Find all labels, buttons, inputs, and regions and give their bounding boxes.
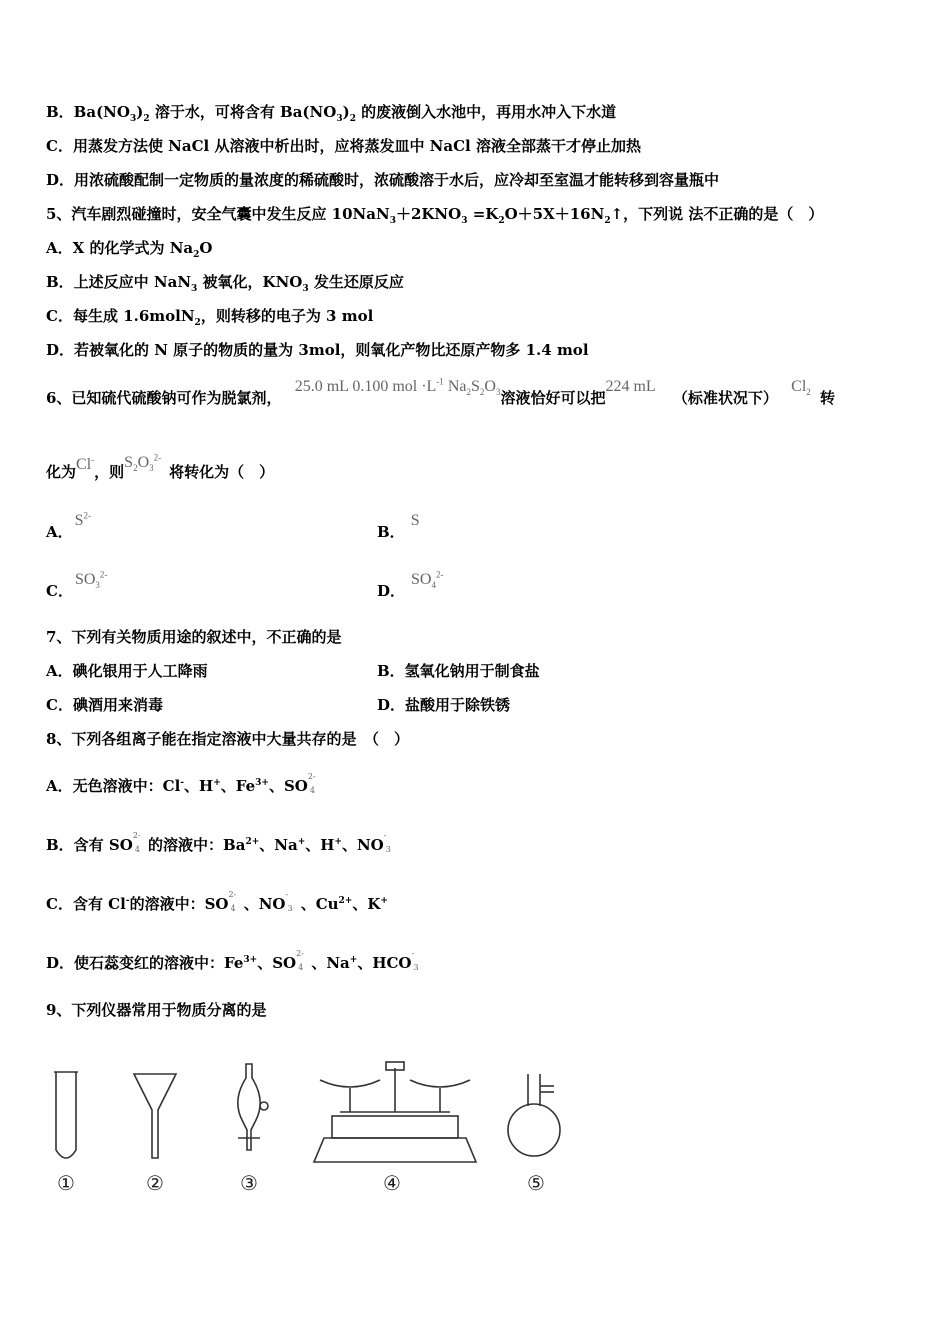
q6-option-a: A．$S^{2-}$: [46, 510, 92, 541]
q8-c-charge-no3: - 3: [285, 890, 293, 913]
q7-option-d: D．盐酸用于除铁锈: [377, 696, 511, 714]
q5-option-d: D．若被氧化的 N 原子的物质的量为 3mol，则氧化产物比还原产物多 1.4 mol: [46, 341, 589, 359]
q4-option-c: C．用蒸发方法使 NaCl 从溶液中析出时，应将蒸发皿中 NaCl 溶液全部蒸干才停止加热: [46, 137, 641, 155]
apparatus-label-2: ②: [146, 1171, 164, 1195]
q8-option-a: A．无色溶液中：Cl-、H+、$Fe^{3+}$、SO 2- 4: [46, 776, 318, 797]
q6-option-c: C．$SO_3^{2-}$: [46, 569, 108, 600]
apparatus-label-5: ⑤: [527, 1171, 545, 1195]
q6-formula-s2o3: $S_2O_3^{2-}$: [124, 452, 162, 474]
q8-a-charge: 2- 4: [307, 772, 316, 795]
q6-answer-d: $SO_4^{2-}$: [411, 569, 444, 591]
q8-c-charge-so4: 2- 4: [228, 890, 237, 913]
q8-option-d: D．使石蕊变红的溶液中：$Fe^{3+}$、SO 2- 4 、Na+、HCO - 3: [46, 953, 422, 974]
lab-apparatus-figure: [40, 1050, 580, 1210]
q4-option-d: D．用浓硫酸配制一定物质的量浓度的稀硫酸时，浓硫酸溶于水后，应冷却至室温才能转移到容量瓶中: [46, 171, 720, 189]
apparatus-label-4: ④: [383, 1171, 401, 1195]
balance-scale-icon: [314, 1062, 476, 1162]
q8-option-b: B．含有 SO 2- 4 的溶液中：$Ba^{2+}$、Na+、H+、NO - 3: [46, 835, 394, 856]
q8-b-charge-no3: - 3: [383, 831, 391, 854]
q4-option-b: B．$Ba(NO_3)_2$ 溶于水，可将含有 $Ba(NO_3)_2$ 的废液倒入水池中，再用水冲入下水道: [46, 103, 617, 124]
q6-formula-cl-minus: Cl-: [76, 454, 95, 473]
q7-stem: 7、下列有关物质用途的叙述中，不正确的是: [46, 628, 342, 646]
test-tube-icon: [54, 1072, 78, 1158]
q6-formula-cl2: $Cl_2$: [791, 378, 811, 398]
q6-stem-line1: 6、已知硫代硫酸钠可作为脱氯剂， 25.0 mL 0.100 mol $\cdot L^{-1}$ $Na_2S_2O_3$溶液恰好可以把224 mL （标准状况下） $Cl_2$ 转: [46, 376, 836, 407]
q8-stem: 8、下列各组离子能在指定溶液中大量共存的是 （ ）: [46, 730, 409, 748]
apparatus-label-3: ③: [240, 1171, 258, 1195]
q5-option-a: A．X 的化学式为 $Na_2O$: [46, 239, 213, 260]
q8-b-charge-so4: 2- 4: [132, 831, 141, 854]
q7-option-a: A．碘化银用于人工降雨: [46, 662, 208, 680]
distilling-flask-icon: [508, 1074, 560, 1156]
q7-option-b: B．氢氧化钠用于制食盐: [377, 662, 540, 680]
separatory-funnel-icon: [238, 1064, 268, 1150]
q6-answer-c: $SO_3^{2-}$: [74, 569, 108, 591]
q6-formula-solution: 25.0 mL 0.100 mol $\cdot L^{-1}$ $Na_2S_2O_3$: [294, 376, 501, 398]
q6-answer-b: S: [410, 512, 420, 529]
q8-option-c: C．含有 Cl-的溶液中：SO 2- 4 、NO - 3 、$Cu^{2+}$、K+: [46, 890, 388, 913]
q8-d-charge-so4: 2- 4: [296, 949, 304, 972]
q5-stem: 5、汽车剧烈碰撞时，安全气囊中发生反应 $10NaN_3+2KNO_3$ $=K_2O+5X+16N_2↑$，下列说 法不正确的是（ ）: [46, 205, 824, 226]
q5-option-c: C．每生成 1.6molN$_2$，则转移的电子为 3 mol: [46, 307, 374, 328]
apparatus-label-1: ①: [57, 1171, 75, 1195]
q6-stem-line2: 化为Cl-，则$S_2O_3^{2-}$将转化为（ ）: [46, 452, 275, 481]
q5-option-b: B．上述反应中 NaN$_3$ 被氧化，$KNO_3$ 发生还原反应: [46, 273, 404, 294]
q6-option-b: B．S: [377, 512, 420, 541]
q6-answer-a: $S^{2-}$: [74, 510, 92, 529]
funnel-icon: [134, 1074, 176, 1158]
q6-formula-volume: 224 mL: [605, 378, 656, 395]
q7-option-c: C．碘酒用来消毒: [46, 696, 163, 714]
q6-option-d: D．$SO_4^{2-}$: [377, 569, 444, 600]
q9-stem: 9、下列仪器常用于物质分离的是: [46, 1001, 267, 1019]
q8-d-charge-hco3: - 3: [411, 949, 419, 972]
